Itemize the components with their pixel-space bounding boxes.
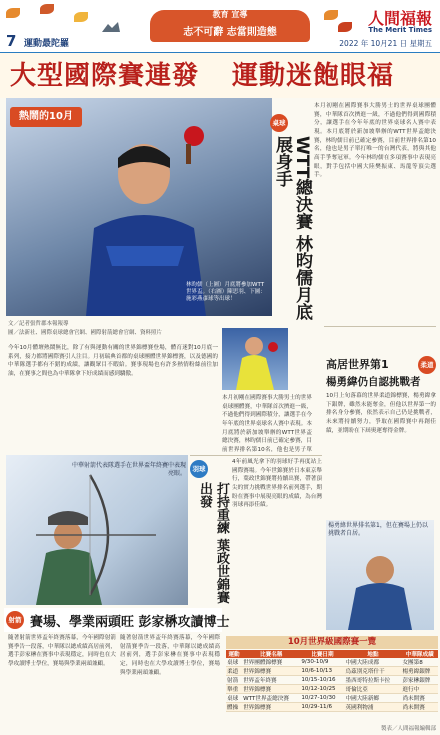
table-cell: 9/30-10/9: [300, 658, 344, 667]
fox-icon: [100, 18, 122, 36]
table-cell: 中國大陸新鄉: [345, 694, 402, 703]
banner-slogan: 志不可辭 志當則造態: [183, 27, 277, 38]
table-cell: 英國利物浦: [345, 703, 402, 712]
story4-title: 賽場、學業兩頭旺 彭家楙攻讀博士: [30, 615, 230, 630]
table-cell: 世界錦標賽: [242, 685, 300, 694]
table-credit: 製表／人間福報編輯部: [380, 726, 436, 732]
headline-bar: [0, 53, 440, 98]
story1-lower-body: 今年10月體壇熱鬧無比，除了有與運動有關的世界錦標賽登場，體育迷對10月底一系列，接力都將國際賽引人注目。月初瑞典首都的桌球團體世界錦標賽，以及德國的中華隊選手都有不錯的成績，讓觀眾目不暇給。賽事現場也有許多熱情粉絲前往加油，在賽事之間也為中華隊拿下好成績而感到驕傲。: [8, 345, 218, 377]
table-cell: 烏茲別克塔什干: [345, 667, 402, 676]
table-cell: WTT世界盃總決賽: [242, 694, 300, 703]
table-header: 比賽日期: [300, 650, 344, 658]
table-header-row: [226, 650, 438, 658]
table-cell: 柔道: [226, 667, 242, 676]
banner-label: 教育 宣導: [212, 10, 248, 19]
table-cell: 10/29-11/6: [300, 703, 344, 712]
story1-body: 本月初剛在國際賽事大勝男士的世界桌球團體賽，中華隊首次擠進一級，不過他們得到國際積分，讓選手在今年年底的世界桌球名人賽中表現。本月底將於新加坡舉辦的WTT世界盃總決賽，林昀儒日前已確定參賽，目前世界排名第10名，他也是男子單打唯一的台灣代表，將與其他高手爭奪冠軍。今年林昀儒在多項賽事中表現亮眼，對手包括中國大陸樊振東、馬龍等頂尖選手。: [314, 103, 436, 179]
table-cell: 世界錦標賽: [242, 667, 300, 676]
wtt-player-photo: [222, 328, 288, 390]
judo-photo-caption: 楊勇緯世界排名第1，但在賽場上仍以挑戰者自居。: [328, 522, 428, 538]
story1-vertical-title: WTT總決賽 林昀儒月底展身手: [272, 136, 312, 321]
table-row: [226, 667, 438, 676]
table-cell: 桌球: [226, 694, 242, 703]
leaf-icon: [40, 4, 54, 14]
table-header: 地點: [345, 650, 402, 658]
table-row: [226, 694, 438, 703]
table-row: [226, 703, 438, 712]
table-cell: 10/15-10/16: [300, 676, 344, 685]
main-photo-caption: 林昀儒（上圖）月底將參加WTT世界盃。（右圖）陳思羽、下圖：施彩燕彥球等出球！: [186, 282, 266, 303]
story4-body-col2: 隨著射箭世界盃年終賽落幕，今年國際射箭賽季告一段落，中華隊以總成績高居前列，選手彭家楙在賽事中表現穩定，同時也在大學攻讀博士學位，賽場與學業兩頭兼顧。: [120, 635, 220, 676]
leaf-icon: [74, 12, 88, 22]
table-cell: 世界錦標賽: [242, 703, 300, 712]
story-tag-archery: 射箭: [6, 611, 24, 629]
table-cell: 彭家楙銀牌: [401, 676, 438, 685]
headline-right: 運動迷飽眼福: [232, 61, 395, 91]
table-cell: 尚未開賽: [401, 703, 438, 712]
table-cell: 10/12-10/25: [300, 685, 344, 694]
table-row: [226, 676, 438, 685]
story3-title-line2: 楊勇緯仍自認挑戰者: [326, 376, 421, 388]
page-number: 7: [6, 32, 17, 50]
divider: [324, 326, 436, 327]
table-header: 運動: [226, 650, 242, 658]
table-cell: 女團第8: [401, 658, 438, 667]
section-name: 運動最陀羅: [24, 39, 70, 49]
table-cell: 尚未開賽: [401, 694, 438, 703]
table-cell: 舉重: [226, 685, 242, 694]
leaf-icon: [6, 8, 20, 18]
table-tennis-action-image: [222, 328, 288, 390]
headline-left: 大型國際賽連發: [10, 61, 200, 91]
table-header: 中華隊成績: [401, 650, 438, 658]
table-cell: 射箭: [226, 676, 242, 685]
leaf-icon: [324, 10, 338, 20]
story-tag-table-tennis: 桌球: [270, 114, 288, 132]
divider: [190, 455, 322, 456]
story4-headline-box: [4, 608, 230, 632]
table-cell: 進行中: [401, 685, 438, 694]
story-tag-badminton: 羽球: [190, 460, 208, 478]
table-cell: 哥倫比亞: [345, 685, 402, 694]
archery-photo-caption: 中華射箭代表隊選手在世界盃年終賽中表現亮眼。: [71, 462, 186, 477]
leaf-icon: [338, 22, 352, 32]
table-cell: 墨西哥特拉斯卡拉: [345, 676, 402, 685]
story4-body-col1: 隨著射箭世界盃年終賽落幕，今年國際射箭賽季告一段落，中華隊以總成績高居前列，選手彭家楙在賽事中表現穩定，同時也在大學攻讀博士學位，賽場與學業兩頭兼顧。: [8, 635, 116, 667]
story2-body: 4年前風光拿下的羽球好手再度站上國際賽場。今年世錦賽於日本東京舉行，葉政世錦賽將持續出賽，帶著頂尖的實力挑戰世界排名前列選手，期盼在賽事中展現亮眼的成績，為台灣羽球再添佳績。: [232, 459, 322, 509]
newspaper-logo: 人間福報: [367, 9, 432, 28]
story3-body: 10月上旬落幕的世界柔道錦標賽，楊勇緯拿下銀牌，雖然未能奪金，但他以世界第一的排名身分參賽，依然表示自己仍是挑戰者，未來將持續努力，爭取在國際賽中再創佳績，並期盼在下屆奧運奪得金牌。: [326, 393, 436, 434]
table-header: 比賽名稱: [242, 650, 300, 658]
table-row: [226, 685, 438, 694]
byline: 文／記者張哲郡本報報導 圖／法新社、國際桌球總會官網、國際射箭總會官網、資料照片: [8, 321, 163, 336]
headline-ribbon: 熱鬧的10月: [10, 107, 82, 127]
table-cell: 10/6-10/13: [300, 667, 344, 676]
table-row: [226, 658, 438, 667]
table-cell: 10/27-10/30: [300, 694, 344, 703]
table-cell: 中國大陸成都: [345, 658, 402, 667]
table-cell: 世界團體錦標賽: [242, 658, 300, 667]
story-tag-judo: 柔道: [418, 356, 436, 374]
events-table-title: 10月世界級國際賽一覽: [226, 636, 438, 649]
table-cell: 楊勇緯銀牌: [401, 667, 438, 676]
story1-continued: 本月初剛在國際賽事大勝男士的世界桌球團體賽，中華隊首次擠進一級，不過他們得到國際積分，讓選手在今年年底的世界桌球名人賽中表現。本月底將於新加坡舉辦的WTT世界盃總決賽，林昀儒日前已確定參賽，目前世界排名第10名，他也是男子單: [222, 395, 312, 452]
table-cell: 桌球: [226, 658, 242, 667]
table-cell: 世界盃年終賽: [242, 676, 300, 685]
newspaper-logo-en: The Merit Times: [368, 26, 432, 34]
story3-title-line1: 高居世界第1: [326, 358, 389, 371]
events-table: [226, 650, 438, 712]
story2-vertical-title: 打持重練 葉政世錦賽出發: [197, 482, 229, 604]
issue-date: 2022 年 10月21 日 星期五: [339, 39, 432, 48]
masthead: [0, 0, 440, 54]
table-cell: 體操: [226, 703, 242, 712]
